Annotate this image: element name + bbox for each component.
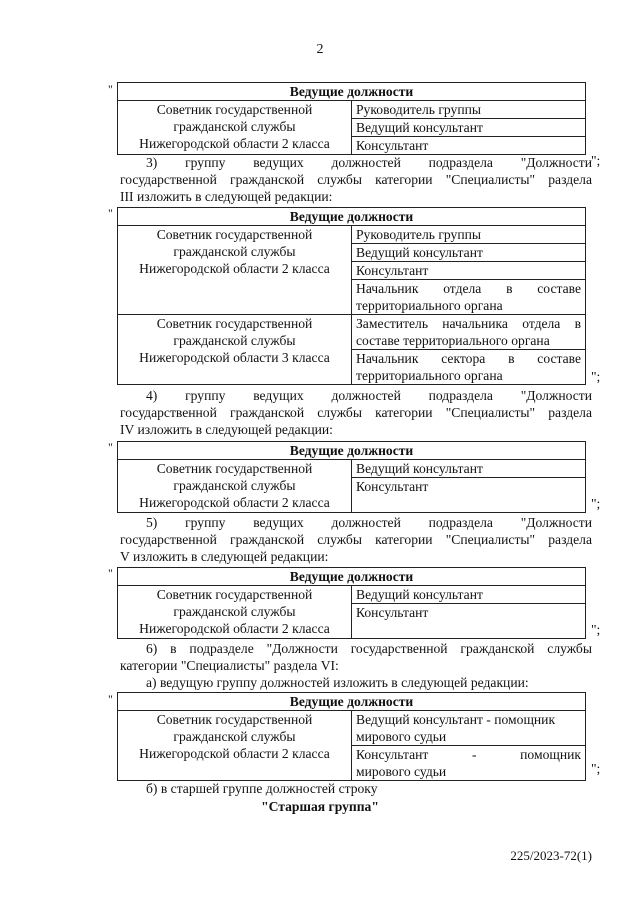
senior-group-title: "Старшая группа" [261,799,379,814]
paragraph-4: 4) группу ведущих должностей подраздела "Должности государственной гражданской службы категории "Специалисты" раздела IV изложить в следующей редакции: [120,388,592,437]
position-cell: Консультант [352,604,586,639]
table-header: Ведущие должности [118,442,586,460]
position-cell: Ведущий консультант - помощник мирового судьи [352,711,586,746]
close-quote: "; [591,153,601,168]
positions-table-2 [117,207,586,385]
document-code: 225/2023-72(1) [510,848,592,863]
paragraph-5: 5) группу ведущих должностей подраздела "Должности государственной гражданской службы категории "Специалисты" раздела V изложить в следующей редакции: [120,515,592,564]
position-cell: Ведущий консультант [352,244,586,262]
open-quote: " [108,440,113,454]
class-rank-cell: Советник государственной гражданской службы Нижегородской области 2 класса [118,460,352,513]
position-cell: Заместитель начальника отдела в составе территориального органа [352,315,586,350]
class-rank-cell: Советник государственной гражданской службы Нижегородской области 2 класса [118,101,352,155]
close-quote: "; [591,496,601,511]
position-cell: Консультант [352,137,586,155]
table-header: Ведущие должности [118,83,586,101]
table-header: Ведущие должности [118,568,586,586]
table-header: Ведущие должности [118,208,586,226]
class-rank-cell: Советник государственной гражданской службы Нижегородской области 3 класса [118,315,352,385]
open-quote: " [108,692,113,706]
position-cell: Начальник отдела в составе территориального органа [352,280,586,315]
position-cell: Консультант [352,262,586,280]
position-cell: Руководитель группы [352,226,586,244]
positions-table-3 [117,441,586,513]
open-quote: " [108,566,113,580]
close-quote: "; [591,761,601,776]
class-rank-cell: Советник государственной гражданской службы Нижегородской области 2 класса [118,226,352,315]
position-cell: Ведущий консультант [352,460,586,478]
table-header: Ведущие должности [118,693,586,711]
class-rank-cell: Советник государственной гражданской службы Нижегородской области 2 класса [118,586,352,639]
position-cell: Руководитель группы [352,101,586,119]
position-cell: Ведущий консультант [352,119,586,137]
paragraph-6b: б) в старшей группе должностей строку [146,781,378,796]
page-number: 2 [316,42,324,57]
close-quote: "; [591,622,601,637]
position-cell: Консультант - помощник мирового судьи [352,746,586,781]
position-cell: Ведущий консультант [352,586,586,604]
position-cell: Консультант [352,478,586,513]
positions-table-1 [117,82,586,155]
positions-table-4 [117,567,586,639]
close-quote: "; [591,369,601,384]
open-quote: " [108,82,113,96]
paragraph-6: 6) в подразделе "Должности государственной гражданской службы категории "Специалисты" раздела VI: а) ведущую группу должностей изложить в следующей редакции: [120,641,592,690]
open-quote: " [108,206,113,220]
positions-table-5 [117,692,586,781]
position-cell: Начальник сектора в составе территориального органа [352,350,586,385]
class-rank-cell: Советник государственной гражданской службы Нижегородской области 2 класса [118,711,352,781]
paragraph-3: 3) группу ведущих должностей подраздела "Должности государственной гражданской службы категории "Специалисты" раздела III изложить в следующей редакции: [120,155,592,204]
